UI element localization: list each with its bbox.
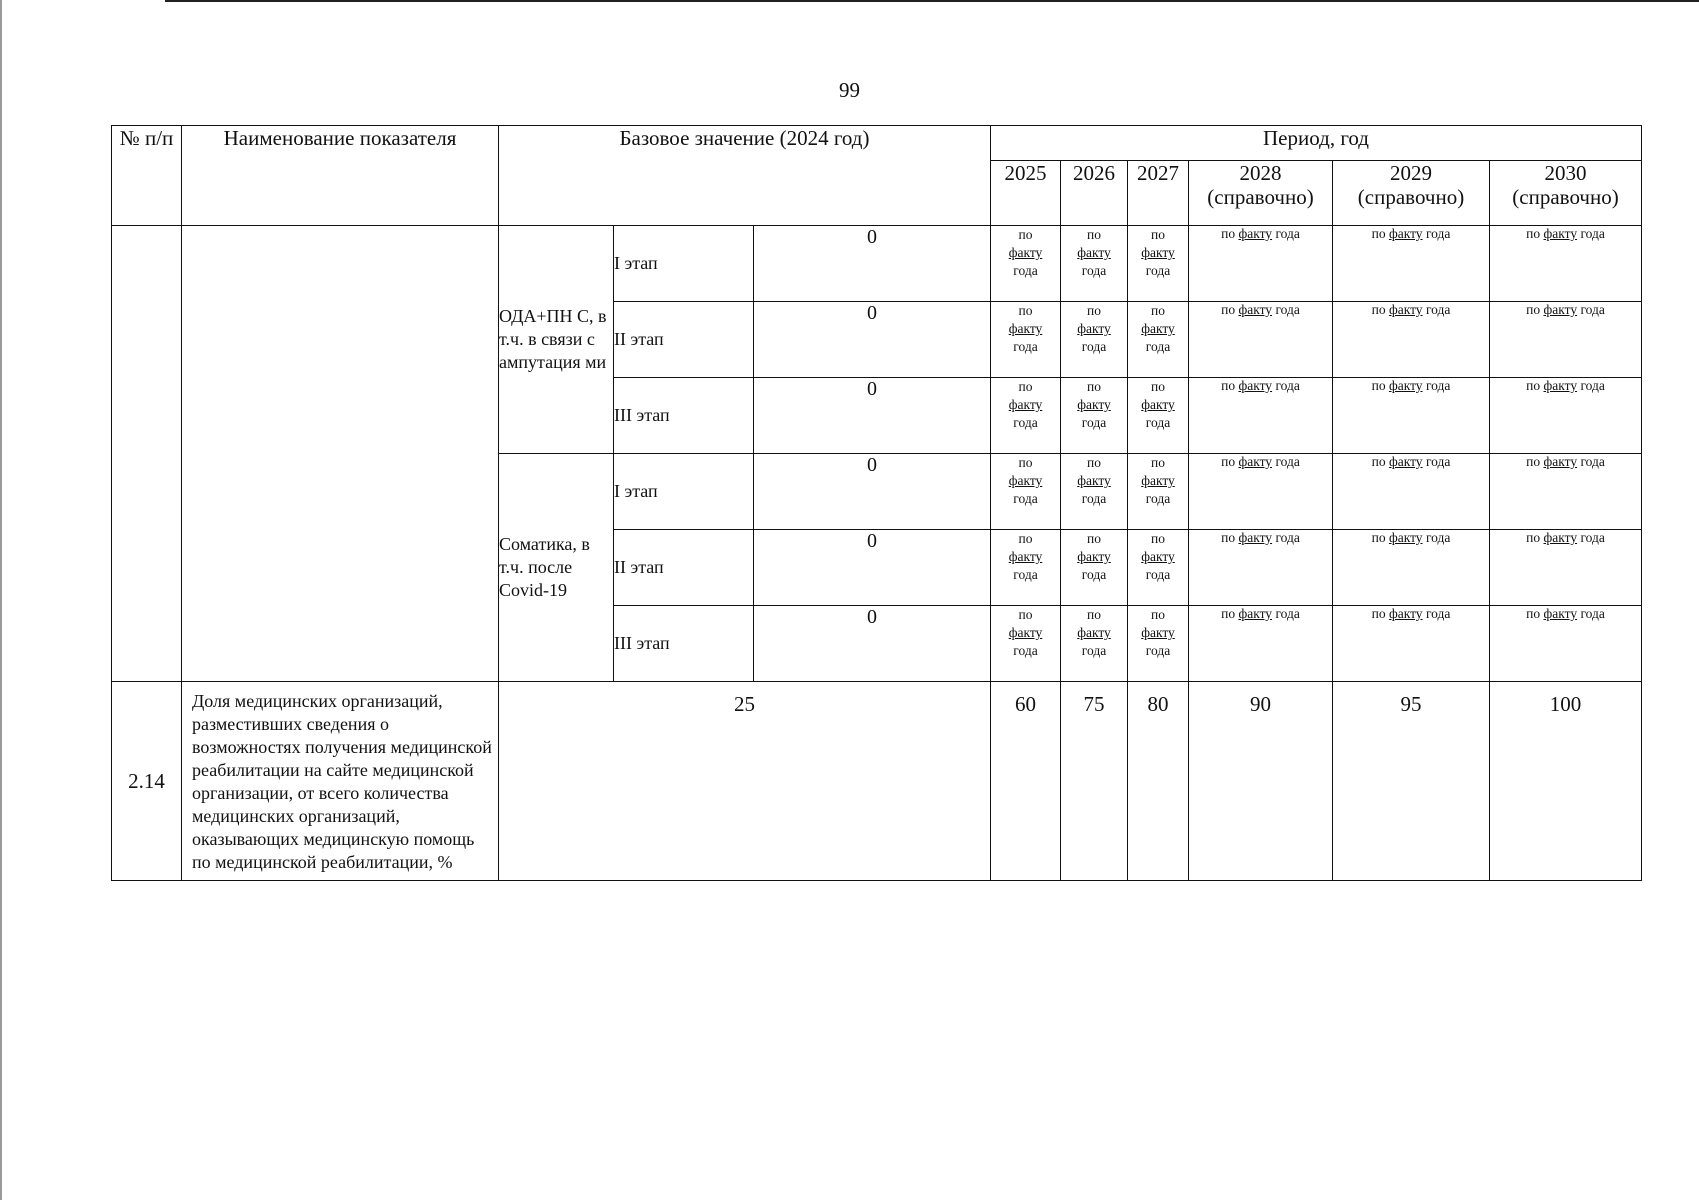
year-small-fact-cell bbox=[1128, 530, 1189, 606]
fact-text-p1: по bbox=[1371, 302, 1386, 317]
group-label: ОДА+ПН С, в т.ч. в связи с ампутация ми bbox=[499, 226, 614, 454]
fact-text-p2: факту bbox=[1388, 378, 1423, 393]
fact-text-p2: факту bbox=[1543, 606, 1578, 621]
header-year-label: 2030 bbox=[1544, 161, 1587, 185]
header-year-2028 bbox=[1189, 161, 1333, 226]
fact-text-p3: года bbox=[1425, 378, 1451, 393]
fact-text-p2: факту bbox=[1238, 226, 1273, 241]
header-base-value: Базовое значение (2024 год) bbox=[499, 126, 991, 226]
fact-text-p2: факту bbox=[1543, 378, 1578, 393]
header-year-label: 2025 bbox=[1004, 161, 1047, 185]
stage-label: II этап bbox=[614, 302, 754, 378]
fact-text-p2: факту bbox=[1008, 397, 1043, 412]
header-year-2025 bbox=[991, 161, 1061, 226]
header-year-label: 2027 bbox=[1137, 161, 1179, 185]
stage-base-value: 0 bbox=[754, 454, 991, 530]
header-number: № п/п bbox=[112, 126, 182, 226]
year-small-fact-cell bbox=[1128, 606, 1189, 682]
indicators-table bbox=[111, 125, 1642, 881]
year-small-fact-cell bbox=[991, 606, 1061, 682]
year-wide-fact-cell bbox=[1189, 226, 1333, 302]
fact-text-p3: года bbox=[1013, 567, 1038, 582]
stage-label: II этап bbox=[614, 530, 754, 606]
fact-text-p3: года bbox=[1145, 643, 1171, 658]
fact-text-p3: года bbox=[1145, 415, 1171, 430]
fact-text-p1: по bbox=[1526, 226, 1541, 241]
year-wide-fact-cell bbox=[1189, 454, 1333, 530]
stage-label: I этап bbox=[614, 226, 754, 302]
fact-text-p1: по bbox=[1221, 302, 1236, 317]
year-wide-fact-cell bbox=[1490, 226, 1642, 302]
fact-text-p1: по bbox=[1526, 378, 1541, 393]
fact-text-p2: факту bbox=[1008, 245, 1043, 260]
fact-text-p2: факту bbox=[1008, 321, 1043, 336]
year-small-fact-cell bbox=[991, 378, 1061, 454]
header-year-2029 bbox=[1333, 161, 1490, 226]
year-wide-fact-cell bbox=[1333, 454, 1490, 530]
fact-text-p2: факту bbox=[1077, 625, 1111, 640]
fact-text-p3: года bbox=[1425, 606, 1451, 621]
fact-text-p3: года bbox=[1580, 226, 1605, 241]
fact-text-p1: по bbox=[1221, 454, 1236, 469]
fact-text-p3: года bbox=[1275, 302, 1300, 317]
fact-text-p1: по bbox=[1371, 454, 1386, 469]
fact-text-p1: по bbox=[1526, 530, 1541, 545]
year-wide-fact-cell bbox=[1189, 302, 1333, 378]
year-small-fact-cell bbox=[1061, 302, 1128, 378]
fact-text-p3: года bbox=[1013, 491, 1038, 506]
year-wide-fact-cell bbox=[1333, 530, 1490, 606]
fact-text-p1: по bbox=[1018, 531, 1033, 546]
fact-text-p3: года bbox=[1275, 454, 1300, 469]
fact-text-p1: по bbox=[1151, 303, 1165, 318]
year-wide-fact-cell bbox=[1490, 378, 1642, 454]
year-wide-fact-cell bbox=[1189, 606, 1333, 682]
stage-label: III этап bbox=[614, 378, 754, 454]
fact-text-p1: по bbox=[1151, 531, 1165, 546]
fact-text-p1: по bbox=[1221, 530, 1236, 545]
fact-text-p3: года bbox=[1081, 491, 1107, 506]
header-year-2027 bbox=[1128, 161, 1189, 226]
group-label: Соматика, в т.ч. после Covid-19 bbox=[499, 454, 614, 682]
fact-text-p3: года bbox=[1081, 263, 1107, 278]
fact-text-p1: по bbox=[1526, 606, 1541, 621]
header-period: Период, год bbox=[991, 126, 1642, 161]
fact-text-p1: по bbox=[1087, 303, 1101, 318]
fact-text-p3: года bbox=[1425, 226, 1451, 241]
fact-text-p1: по bbox=[1018, 379, 1033, 394]
fact-text-p1: по bbox=[1087, 379, 1101, 394]
stage-base-value: 0 bbox=[754, 530, 991, 606]
fact-text-p2: факту bbox=[1141, 321, 1175, 336]
header-year-note: (справочно) bbox=[1357, 185, 1465, 209]
year-small-fact-cell bbox=[1061, 378, 1128, 454]
fact-text-p1: по bbox=[1151, 455, 1165, 470]
fact-text-p3: года bbox=[1145, 491, 1171, 506]
fact-text-p2: факту bbox=[1543, 226, 1578, 241]
scan-edge-top bbox=[165, 0, 1699, 2]
year-small-fact-cell bbox=[1128, 454, 1189, 530]
fact-text-p1: по bbox=[1371, 378, 1386, 393]
fact-text-p1: по bbox=[1151, 227, 1165, 242]
fact-text-p1: по bbox=[1221, 378, 1236, 393]
year-small-fact-cell bbox=[1061, 530, 1128, 606]
empty-number-cell bbox=[112, 226, 182, 682]
fact-text-p3: года bbox=[1580, 530, 1605, 545]
fact-text-p1: по bbox=[1371, 530, 1386, 545]
row-number: 2.14 bbox=[112, 682, 182, 881]
year-small-fact-cell bbox=[991, 226, 1061, 302]
fact-text-p1: по bbox=[1018, 303, 1033, 318]
stage-base-value: 0 bbox=[754, 606, 991, 682]
year-wide-fact-cell bbox=[1333, 606, 1490, 682]
table-body bbox=[112, 226, 1642, 881]
table-row bbox=[112, 226, 1642, 302]
fact-text-p2: факту bbox=[1008, 473, 1043, 488]
fact-text-p2: факту bbox=[1008, 549, 1043, 564]
year-small-fact-cell bbox=[1061, 606, 1128, 682]
year-value: 100 bbox=[1490, 682, 1642, 881]
fact-text-p2: факту bbox=[1077, 245, 1111, 260]
fact-text-p2: факту bbox=[1077, 321, 1111, 336]
stage-base-value: 0 bbox=[754, 378, 991, 454]
fact-text-p1: по bbox=[1087, 227, 1101, 242]
year-value: 95 bbox=[1333, 682, 1490, 881]
scan-edge-left bbox=[0, 0, 2, 1200]
year-small-fact-cell bbox=[1061, 226, 1128, 302]
fact-text-p3: года bbox=[1145, 339, 1171, 354]
year-small-fact-cell bbox=[1061, 454, 1128, 530]
fact-text-p1: по bbox=[1151, 607, 1165, 622]
fact-text-p1: по bbox=[1087, 531, 1101, 546]
year-wide-fact-cell bbox=[1333, 302, 1490, 378]
year-small-fact-cell bbox=[991, 530, 1061, 606]
year-small-fact-cell bbox=[991, 454, 1061, 530]
fact-text-p2: факту bbox=[1388, 454, 1423, 469]
fact-text-p3: года bbox=[1081, 567, 1107, 582]
stage-base-value: 0 bbox=[754, 302, 991, 378]
fact-text-p3: года bbox=[1081, 339, 1107, 354]
year-wide-fact-cell bbox=[1333, 378, 1490, 454]
header-year-label: 2028 bbox=[1239, 161, 1282, 185]
year-wide-fact-cell bbox=[1490, 454, 1642, 530]
header-year-label: 2026 bbox=[1073, 161, 1115, 185]
fact-text-p1: по bbox=[1526, 302, 1541, 317]
fact-text-p2: факту bbox=[1238, 606, 1273, 621]
fact-text-p3: года bbox=[1145, 567, 1171, 582]
fact-text-p2: факту bbox=[1238, 454, 1273, 469]
header-row-1 bbox=[112, 126, 1642, 161]
fact-text-p1: по bbox=[1018, 455, 1033, 470]
fact-text-p3: года bbox=[1580, 606, 1605, 621]
fact-text-p3: года bbox=[1081, 643, 1107, 658]
stage-label: I этап bbox=[614, 454, 754, 530]
year-small-fact-cell bbox=[1128, 378, 1189, 454]
fact-text-p3: года bbox=[1275, 606, 1300, 621]
fact-text-p2: факту bbox=[1543, 454, 1578, 469]
header-year-2030 bbox=[1490, 161, 1642, 226]
fact-text-p3: года bbox=[1580, 378, 1605, 393]
year-wide-fact-cell bbox=[1490, 302, 1642, 378]
header-year-note: (справочно) bbox=[1512, 185, 1619, 209]
header-indicator-name: Наименование показателя bbox=[182, 126, 499, 226]
indicator-name: Доля медицинских организаций, разместивших сведения о возможностях получения медицинской реабилитации на сайте медицинской организации, от всего количества медицинских организаций, оказывающих медицинскую помощь по медицинской реабилитации, % bbox=[182, 682, 499, 881]
year-wide-fact-cell bbox=[1189, 530, 1333, 606]
fact-text-p1: по bbox=[1526, 454, 1541, 469]
fact-text-p3: года bbox=[1425, 302, 1451, 317]
fact-text-p2: факту bbox=[1238, 302, 1273, 317]
year-small-fact-cell bbox=[991, 302, 1061, 378]
year-wide-fact-cell bbox=[1189, 378, 1333, 454]
fact-text-p3: года bbox=[1013, 643, 1038, 658]
year-wide-fact-cell bbox=[1490, 530, 1642, 606]
fact-text-p3: года bbox=[1013, 263, 1038, 278]
year-value: 90 bbox=[1189, 682, 1333, 881]
fact-text-p1: по bbox=[1087, 455, 1101, 470]
fact-text-p3: года bbox=[1013, 415, 1038, 430]
header-year-label: 2029 bbox=[1390, 161, 1432, 185]
year-small-fact-cell bbox=[1128, 226, 1189, 302]
fact-text-p3: года bbox=[1425, 530, 1451, 545]
empty-name-cell bbox=[182, 226, 499, 682]
year-wide-fact-cell bbox=[1490, 606, 1642, 682]
fact-text-p2: факту bbox=[1077, 549, 1111, 564]
fact-text-p1: по bbox=[1221, 226, 1236, 241]
fact-text-p3: года bbox=[1275, 226, 1300, 241]
fact-text-p1: по bbox=[1151, 379, 1165, 394]
fact-text-p3: года bbox=[1580, 302, 1605, 317]
year-value: 75 bbox=[1061, 682, 1128, 881]
fact-text-p2: факту bbox=[1141, 549, 1175, 564]
table-row-2-14 bbox=[112, 682, 1642, 881]
fact-text-p2: факту bbox=[1543, 530, 1578, 545]
fact-text-p1: по bbox=[1087, 607, 1101, 622]
fact-text-p2: факту bbox=[1388, 226, 1423, 241]
fact-text-p2: факту bbox=[1077, 473, 1111, 488]
fact-text-p1: по bbox=[1018, 607, 1033, 622]
fact-text-p2: факту bbox=[1238, 378, 1273, 393]
year-value: 80 bbox=[1128, 682, 1189, 881]
fact-text-p2: факту bbox=[1543, 302, 1578, 317]
fact-text-p1: по bbox=[1371, 606, 1386, 621]
fact-text-p2: факту bbox=[1388, 606, 1423, 621]
fact-text-p1: по bbox=[1018, 227, 1033, 242]
year-small-fact-cell bbox=[1128, 302, 1189, 378]
fact-text-p3: года bbox=[1081, 415, 1107, 430]
year-value: 60 bbox=[991, 682, 1061, 881]
fact-text-p2: факту bbox=[1388, 302, 1423, 317]
fact-text-p3: года bbox=[1275, 530, 1300, 545]
fact-text-p3: года bbox=[1145, 263, 1171, 278]
fact-text-p1: по bbox=[1221, 606, 1236, 621]
header-year-2026 bbox=[1061, 161, 1128, 226]
fact-text-p3: года bbox=[1013, 339, 1038, 354]
stage-label: III этап bbox=[614, 606, 754, 682]
fact-text-p2: факту bbox=[1141, 245, 1175, 260]
page-number: 99 bbox=[839, 78, 860, 102]
fact-text-p3: года bbox=[1580, 454, 1605, 469]
stage-base-value: 0 bbox=[754, 226, 991, 302]
fact-text-p3: года bbox=[1275, 378, 1300, 393]
fact-text-p2: факту bbox=[1141, 473, 1175, 488]
fact-text-p2: факту bbox=[1077, 397, 1111, 412]
fact-text-p2: факту bbox=[1388, 530, 1423, 545]
header-year-note: (справочно) bbox=[1207, 185, 1314, 209]
fact-text-p2: факту bbox=[1008, 625, 1043, 640]
fact-text-p2: факту bbox=[1238, 530, 1273, 545]
fact-text-p2: факту bbox=[1141, 397, 1175, 412]
fact-text-p3: года bbox=[1425, 454, 1451, 469]
fact-text-p1: по bbox=[1371, 226, 1386, 241]
base-value: 25 bbox=[499, 682, 991, 881]
fact-text-p2: факту bbox=[1141, 625, 1175, 640]
year-wide-fact-cell bbox=[1333, 226, 1490, 302]
